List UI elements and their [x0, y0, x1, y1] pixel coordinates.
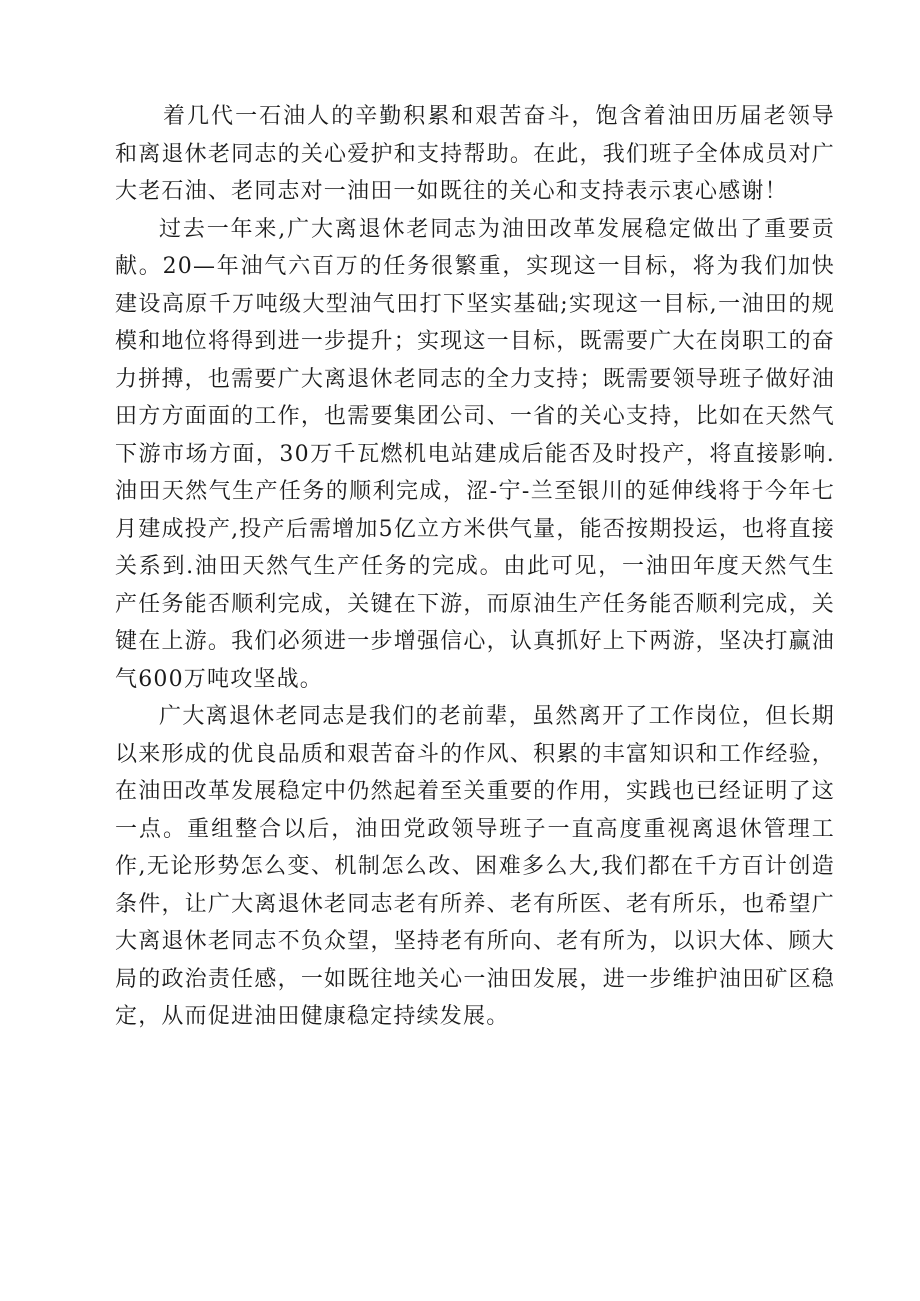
paragraph-3: 广大离退休老同志是我们的老前辈，虽然离开了工作岗位，但长期以来形成的优良品质和艰苦奋斗的作风、积累的丰富知识和工作经验，在油田改革发展稳定中仍然起着至关重要的作用，实践也已经证明了这一点。重组整合以后，油田党政领导班子一直高度重视离退休管理工作,无论形势怎么变、机制怎么改、困难多么大,我们都在千方百计创造条件，让广大离退休老同志老有所养、老有所医、老有所乐，也希望广大离退休老同志不负众望，坚持老有所向、老有所为，以识大体、顾大局的政治责任感，一如既往地关心一油田发展，进一步维护油田矿区稳定，从而促进油田健康稳定持续发展。 [115, 704, 835, 1029]
document-body [115, 98, 835, 1036]
paragraph-2: 过去一年来,广大离退休老同志为油田改革发展稳定做出了重要贡献。20—年油气六百万的任务很繁重，实现这一目标，将为我们加快建设高原千万吨级大型油气田打下坚实基础;实现这一目标,一油田的规模和地位将得到进一步提升；实现这一目标，既需要广大在岗职工的奋力拼搏，也需要广大离退休老同志的全力支持；既需要领导班子做好油田方方面面的工作，也需要集团公司、一省的关心支持，比如在天然气下游市场方面，30万千瓦燃机电站建成后能否及时投产，将直接影响.油田天然气生产任务的顺利完成，涩-宁-兰至银川的延伸线将于今年七月建成投产,投产后需增加5亿立方米供气量，能否按期投运，也将直接关系到.油田天然气生产任务的完成。由此可见，一油田年度天然气生产任务能否顺利完成，关键在下游，而原油生产任务能否顺利完成，关键在上游。我们必须进一步增强信心，认真抓好上下两游，坚决打赢油气600万吨攻坚战。 [115, 216, 835, 692]
paragraph-1: 着几代一石油人的辛勤积累和艰苦奋斗，饱含着油田历届老领导和离退休老同志的关心爱护和支持帮助。在此，我们班子全体成员对广大老石油、老同志对一油田一如既往的关心和支持表示衷心感谢！ [115, 104, 835, 204]
